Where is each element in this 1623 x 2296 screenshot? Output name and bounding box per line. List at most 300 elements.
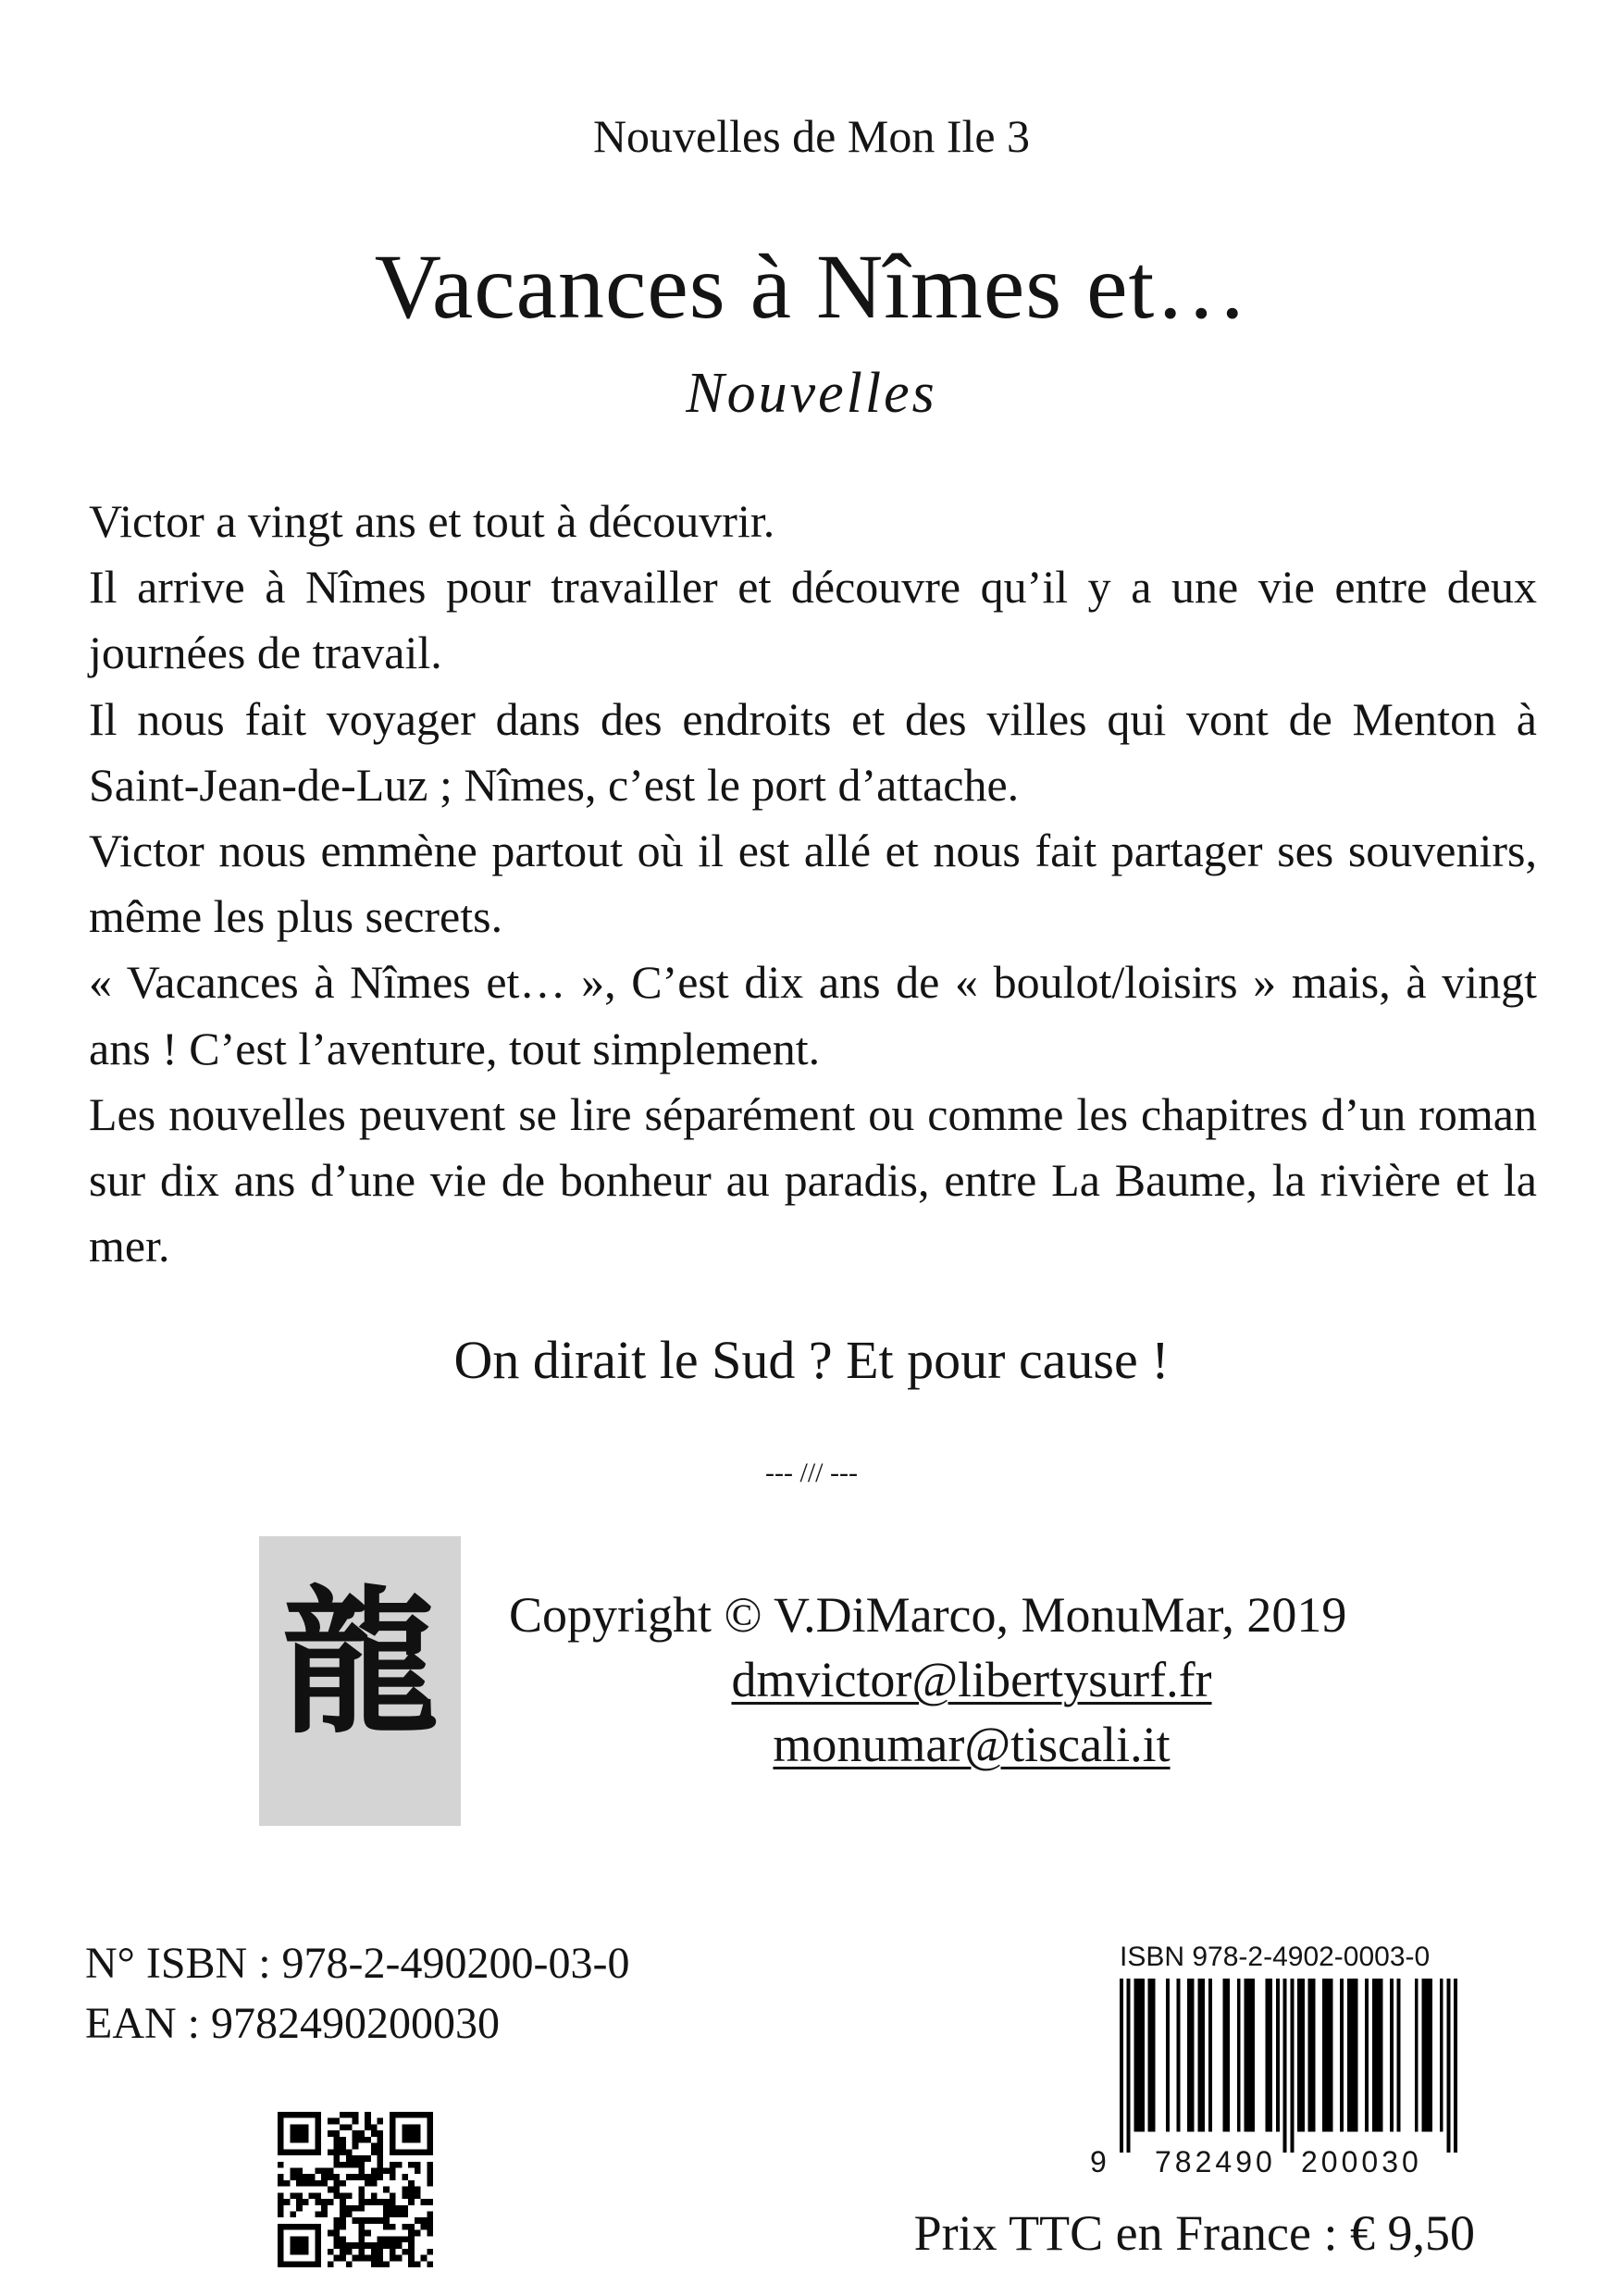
qr-module bbox=[353, 2130, 359, 2137]
qr-module bbox=[353, 2143, 359, 2150]
barcode-bar bbox=[1365, 1979, 1369, 2131]
barcode-bar bbox=[1247, 1979, 1251, 2131]
qr-module bbox=[278, 2137, 284, 2143]
qr-module bbox=[290, 2249, 296, 2255]
qr-module bbox=[315, 2230, 321, 2237]
qr-module bbox=[284, 2199, 291, 2205]
qr-module bbox=[353, 2174, 359, 2180]
qr-module bbox=[390, 2162, 396, 2168]
qr-module bbox=[378, 2261, 384, 2267]
qr-module bbox=[396, 2149, 403, 2155]
barcode-bar bbox=[1191, 1979, 1195, 2131]
barcode-bar bbox=[1137, 1979, 1141, 2131]
qr-module bbox=[340, 2236, 346, 2242]
barcode-bar bbox=[1237, 1979, 1241, 2131]
qr-module bbox=[284, 2149, 291, 2155]
qr-module bbox=[358, 2162, 365, 2168]
barcode-bar bbox=[1397, 1979, 1401, 2131]
blurb-paragraph: Victor nous emmène partout où il est allé et nous fait partager ses souvenirs, même les plus secrets. bbox=[89, 825, 1537, 943]
qr-module bbox=[427, 2224, 433, 2230]
qr-module bbox=[358, 2242, 365, 2249]
qr-module bbox=[315, 2192, 321, 2199]
qr-module bbox=[383, 2167, 390, 2174]
qr-module bbox=[371, 2180, 378, 2187]
qr-module bbox=[278, 2112, 284, 2118]
barcode-bar bbox=[1454, 1979, 1457, 2153]
qr-module bbox=[278, 2199, 284, 2205]
qr-module bbox=[396, 2242, 403, 2249]
barcode-bar bbox=[1201, 1979, 1205, 2131]
qr-module bbox=[333, 2149, 340, 2155]
qr-module bbox=[378, 2149, 384, 2155]
qr-module bbox=[340, 2180, 346, 2187]
qr-module bbox=[427, 2130, 433, 2137]
qr-module bbox=[421, 2149, 427, 2155]
qr-module bbox=[427, 2124, 433, 2130]
barcode-bar bbox=[1422, 1979, 1426, 2131]
qr-module bbox=[365, 2112, 371, 2118]
qr-module bbox=[278, 2255, 284, 2262]
qr-module bbox=[371, 2249, 378, 2255]
qr-module bbox=[390, 2255, 396, 2262]
qr-module bbox=[408, 2236, 415, 2242]
qr-module bbox=[303, 2112, 309, 2118]
qr-module bbox=[383, 2212, 390, 2218]
qr-module bbox=[340, 2205, 346, 2212]
book-subtitle: Nouvelles bbox=[686, 362, 937, 425]
qr-module bbox=[303, 2261, 309, 2267]
barcode-bar bbox=[1355, 1979, 1358, 2131]
qr-module bbox=[328, 2199, 334, 2205]
qr-module bbox=[427, 2180, 433, 2187]
blurb-paragraph: Les nouvelles peuvent se lire séparément ou comme les chapitres d’un roman sur dix ans d’une vie de bonheur au paradis, entre La Baume, la rivière et la mer. bbox=[89, 1087, 1537, 1272]
qr-module bbox=[390, 2236, 396, 2242]
barcode-bar bbox=[1283, 1979, 1287, 2153]
qr-module bbox=[371, 2149, 378, 2155]
qr-module bbox=[358, 2155, 365, 2162]
qr-module bbox=[358, 2174, 365, 2180]
qr-module bbox=[340, 2137, 346, 2143]
qr-module bbox=[365, 2174, 371, 2180]
qr-module bbox=[427, 2212, 433, 2218]
book-title: Vacances à Nîmes et… bbox=[374, 235, 1249, 338]
qr-module bbox=[309, 2180, 316, 2187]
qr-module bbox=[284, 2112, 291, 2118]
qr-module bbox=[415, 2162, 421, 2168]
qr-module bbox=[396, 2205, 403, 2212]
qr-module bbox=[383, 2242, 390, 2249]
qr-module bbox=[296, 2124, 303, 2130]
barcode-bar bbox=[1276, 1979, 1280, 2131]
barcode-bar bbox=[1390, 1979, 1394, 2131]
qr-module bbox=[353, 2137, 359, 2143]
isbn-number: N° ISBN : 978-2-490200-03-0 bbox=[85, 1939, 630, 1988]
qr-module bbox=[340, 2212, 346, 2218]
qr-module bbox=[365, 2217, 371, 2224]
qr-module bbox=[402, 2212, 408, 2218]
barcode-bar bbox=[1376, 1979, 1380, 2131]
qr-module bbox=[390, 2199, 396, 2205]
qr-module bbox=[371, 2192, 378, 2199]
qr-module bbox=[421, 2217, 427, 2224]
qr-module bbox=[390, 2130, 396, 2137]
qr-module bbox=[396, 2236, 403, 2242]
qr-module bbox=[383, 2261, 390, 2267]
qr-module bbox=[309, 2174, 316, 2180]
qr-module bbox=[371, 2124, 378, 2130]
qr-module bbox=[303, 2242, 309, 2249]
qr-module bbox=[309, 2261, 316, 2267]
qr-module bbox=[333, 2174, 340, 2180]
qr-module bbox=[278, 2230, 284, 2237]
qr-module bbox=[408, 2162, 415, 2168]
qr-module bbox=[333, 2180, 340, 2187]
qr-module bbox=[278, 2236, 284, 2242]
email-1-text[interactable]: dmvictor@libertysurf.fr bbox=[731, 1652, 1212, 1707]
qr-module bbox=[346, 2112, 353, 2118]
qr-module bbox=[340, 2249, 346, 2255]
qr-module bbox=[402, 2192, 408, 2199]
qr-module bbox=[383, 2187, 390, 2193]
qr-module bbox=[278, 2249, 284, 2255]
qr-module bbox=[278, 2143, 284, 2150]
barcode-bar bbox=[1322, 1979, 1326, 2131]
qr-module bbox=[278, 2149, 284, 2155]
qr-module bbox=[278, 2180, 284, 2187]
qr-module bbox=[290, 2242, 296, 2249]
barcode-bar bbox=[1152, 1979, 1156, 2131]
qr-module bbox=[346, 2249, 353, 2255]
qr-module bbox=[303, 2149, 309, 2155]
qr-module bbox=[390, 2112, 396, 2118]
qr-module bbox=[346, 2162, 353, 2168]
qr-module bbox=[378, 2199, 384, 2205]
qr-module bbox=[346, 2242, 353, 2249]
qr-module bbox=[353, 2255, 359, 2262]
qr-module bbox=[333, 2162, 340, 2168]
barcode-digits-left: 782490 bbox=[1155, 2145, 1276, 2178]
qr-module bbox=[309, 2149, 316, 2155]
qr-module bbox=[315, 2255, 321, 2262]
qr-module bbox=[408, 2187, 415, 2193]
email-2-text[interactable]: monumar@tiscali.it bbox=[773, 1717, 1171, 1772]
qr-module bbox=[402, 2174, 408, 2180]
qr-module bbox=[358, 2217, 365, 2224]
qr-module bbox=[358, 2205, 365, 2212]
barcode-bar bbox=[1120, 1979, 1123, 2153]
qr-module bbox=[378, 2236, 384, 2242]
qr-module bbox=[278, 2261, 284, 2267]
barcode-bar bbox=[1311, 1979, 1315, 2131]
qr-module bbox=[333, 2130, 340, 2137]
barcode-bar bbox=[1340, 1979, 1344, 2131]
qr-module bbox=[328, 2230, 334, 2237]
qr-module bbox=[309, 2112, 316, 2118]
qr-module bbox=[346, 2174, 353, 2180]
barcode-bar bbox=[1148, 1979, 1152, 2131]
qr-module bbox=[340, 2149, 346, 2155]
blurb-paragraph: « Vacances à Nîmes et… », C’est dix ans de « boulot/loisirs » mais, à vingt ans ! C’est l’aventure, tout simplement. bbox=[89, 956, 1537, 1074]
barcode-bar bbox=[1269, 1979, 1272, 2131]
qr-module bbox=[415, 2261, 421, 2267]
qr-module bbox=[358, 2224, 365, 2230]
qr-module bbox=[278, 2174, 284, 2180]
dragon-kanji-icon bbox=[259, 1536, 461, 1826]
qr-module bbox=[358, 2167, 365, 2174]
qr-module bbox=[346, 2261, 353, 2267]
qr-module bbox=[427, 2118, 433, 2125]
separator: --- /// --- bbox=[765, 1458, 858, 1488]
qr-module bbox=[278, 2130, 284, 2137]
qr-module bbox=[328, 2187, 334, 2193]
qr-module bbox=[321, 2199, 328, 2205]
qr-module bbox=[371, 2255, 378, 2262]
qr-module bbox=[396, 2212, 403, 2218]
qr-module bbox=[309, 2192, 316, 2199]
qr-module bbox=[328, 2261, 334, 2267]
qr-module bbox=[408, 2112, 415, 2118]
qr-module bbox=[371, 2130, 378, 2137]
qr-module bbox=[296, 2249, 303, 2255]
qr-module bbox=[421, 2199, 427, 2205]
qr-module bbox=[315, 2249, 321, 2255]
qr-module bbox=[296, 2112, 303, 2118]
qr-module bbox=[415, 2167, 421, 2174]
qr-module bbox=[378, 2255, 384, 2262]
qr-module bbox=[427, 2199, 433, 2205]
qr-module bbox=[303, 2249, 309, 2255]
qr-module bbox=[378, 2167, 384, 2174]
qr-module bbox=[328, 2174, 334, 2180]
qr-module bbox=[315, 2180, 321, 2187]
qr-module bbox=[408, 2224, 415, 2230]
qr-module bbox=[340, 2143, 346, 2150]
qr-module bbox=[402, 2187, 408, 2193]
email-link-2[interactable] bbox=[509, 1712, 1443, 1777]
qr-module bbox=[296, 2242, 303, 2249]
qr-module bbox=[415, 2124, 421, 2130]
qr-module bbox=[296, 2224, 303, 2230]
qr-module bbox=[415, 2192, 421, 2199]
qr-module bbox=[358, 2199, 365, 2205]
barcode-digit-first: 9 bbox=[1090, 2145, 1107, 2178]
qr-module bbox=[321, 2167, 328, 2174]
qr-module bbox=[427, 2137, 433, 2143]
qr-module bbox=[353, 2118, 359, 2125]
qr-module bbox=[390, 2212, 396, 2218]
qr-module bbox=[383, 2217, 390, 2224]
qr-module bbox=[328, 2167, 334, 2174]
qr-module bbox=[415, 2149, 421, 2155]
qr-module bbox=[303, 2130, 309, 2137]
qr-module bbox=[340, 2255, 346, 2262]
qr-module bbox=[390, 2249, 396, 2255]
qr-module bbox=[365, 2124, 371, 2130]
qr-module bbox=[427, 2143, 433, 2150]
qr-module bbox=[365, 2155, 371, 2162]
qr-module bbox=[333, 2217, 340, 2224]
barcode-bar bbox=[1198, 1979, 1202, 2131]
qr-module bbox=[303, 2180, 309, 2187]
qr-module bbox=[353, 2112, 359, 2118]
qr-module bbox=[390, 2224, 396, 2230]
qr-module bbox=[340, 2112, 346, 2118]
qr-module bbox=[315, 2112, 321, 2118]
qr-module bbox=[390, 2242, 396, 2249]
qr-module bbox=[315, 2143, 321, 2150]
qr-module bbox=[321, 2180, 328, 2187]
qr-module bbox=[303, 2124, 309, 2130]
qr-module bbox=[427, 2112, 433, 2118]
blurb-paragraph: Il nous fait voyager dans des endroits et des villes qui vont de Menton à Saint-Jean-de-Luz ; Nîmes, c’est le port d’attache. bbox=[89, 692, 1537, 811]
barcode-bar bbox=[1415, 1979, 1419, 2131]
qr-module bbox=[415, 2112, 421, 2118]
barcode-isbn-label: ISBN 978-2-4902-0003-0 bbox=[1120, 1942, 1431, 1972]
qr-module bbox=[415, 2230, 421, 2237]
qr-module bbox=[346, 2124, 353, 2130]
qr-module bbox=[296, 2130, 303, 2137]
qr-module bbox=[378, 2130, 384, 2137]
qr-module bbox=[333, 2187, 340, 2193]
qr-module bbox=[415, 2187, 421, 2193]
qr-module bbox=[402, 2112, 408, 2118]
qr-module bbox=[390, 2143, 396, 2150]
blurb-paragraph: Il arrive à Nîmes pour travailler et découvre qu’il y a une vie entre deux journées de travail. bbox=[89, 561, 1537, 679]
qr-module bbox=[371, 2261, 378, 2267]
qr-module bbox=[353, 2155, 359, 2162]
qr-module bbox=[427, 2261, 433, 2267]
qr-module bbox=[415, 2130, 421, 2137]
qr-module bbox=[321, 2212, 328, 2218]
blurb-paragraph: Victor a vingt ans et tout à découvrir. bbox=[89, 495, 775, 547]
qr-module bbox=[284, 2261, 291, 2267]
qr-module bbox=[421, 2224, 427, 2230]
barcode-bar bbox=[1425, 1979, 1429, 2131]
qr-module bbox=[328, 2118, 334, 2125]
barcode-bar bbox=[1251, 1979, 1255, 2131]
barcode-bar bbox=[1429, 1979, 1432, 2131]
qr-module bbox=[315, 2124, 321, 2130]
qr-module bbox=[390, 2118, 396, 2125]
qr-module bbox=[358, 2255, 365, 2262]
barcode-bar bbox=[1379, 1979, 1382, 2131]
qr-module bbox=[402, 2149, 408, 2155]
qr-module bbox=[340, 2192, 346, 2199]
qr-module bbox=[321, 2174, 328, 2180]
qr-module bbox=[333, 2224, 340, 2230]
qr-module bbox=[378, 2162, 384, 2168]
barcode-bar bbox=[1127, 1979, 1131, 2153]
qr-module bbox=[358, 2236, 365, 2242]
qr-module bbox=[296, 2149, 303, 2155]
qr-module bbox=[371, 2174, 378, 2180]
barcode-bar bbox=[1347, 1979, 1351, 2131]
qr-module bbox=[378, 2155, 384, 2162]
qr-module bbox=[315, 2130, 321, 2137]
qr-module bbox=[358, 2130, 365, 2137]
qr-module bbox=[390, 2167, 396, 2174]
price-label: Prix TTC en France : € 9,50 bbox=[913, 2205, 1475, 2261]
qr-module bbox=[396, 2112, 403, 2118]
qr-module bbox=[278, 2205, 284, 2212]
qr-module bbox=[296, 2167, 303, 2174]
qr-module bbox=[333, 2230, 340, 2237]
barcode-bar bbox=[1141, 1979, 1145, 2131]
barcode-bar bbox=[1446, 1979, 1450, 2153]
barcode-bar bbox=[1222, 1979, 1226, 2131]
qr-module bbox=[296, 2180, 303, 2187]
qr-module bbox=[340, 2224, 346, 2230]
email-link-1[interactable] bbox=[509, 1647, 1443, 1712]
qr-module bbox=[378, 2143, 384, 2150]
qr-module bbox=[296, 2236, 303, 2242]
qr-module bbox=[290, 2261, 296, 2267]
qr-module bbox=[383, 2205, 390, 2212]
qr-module bbox=[402, 2137, 408, 2143]
qr-module bbox=[278, 2162, 284, 2168]
qr-module bbox=[390, 2124, 396, 2130]
qr-module bbox=[340, 2242, 346, 2249]
qr-module bbox=[371, 2217, 378, 2224]
barcode-bar bbox=[1266, 1979, 1270, 2131]
qr-module bbox=[290, 2167, 296, 2174]
qr-module bbox=[415, 2137, 421, 2143]
barcode-bar bbox=[1134, 1979, 1137, 2131]
qr-module bbox=[346, 2205, 353, 2212]
qr-code-icon bbox=[278, 2112, 433, 2267]
qr-module bbox=[315, 2242, 321, 2249]
qr-module bbox=[353, 2162, 359, 2168]
qr-module bbox=[408, 2261, 415, 2267]
qr-module bbox=[408, 2149, 415, 2155]
qr-module bbox=[303, 2137, 309, 2143]
qr-module bbox=[278, 2224, 284, 2230]
qr-module bbox=[309, 2224, 316, 2230]
qr-module bbox=[427, 2174, 433, 2180]
barcode-bar bbox=[1244, 1979, 1247, 2131]
qr-module bbox=[390, 2137, 396, 2143]
barcode-bar bbox=[1166, 1979, 1170, 2131]
qr-module bbox=[408, 2199, 415, 2205]
qr-module bbox=[340, 2162, 346, 2168]
qr-module bbox=[340, 2124, 346, 2130]
barcode-bar bbox=[1290, 1979, 1294, 2153]
qr-module bbox=[296, 2174, 303, 2180]
barcode-bar bbox=[1301, 1979, 1305, 2131]
qr-module bbox=[378, 2118, 384, 2125]
barcode-bar bbox=[1297, 1979, 1301, 2131]
blurb bbox=[89, 489, 1537, 1279]
qr-module bbox=[278, 2124, 284, 2130]
qr-module bbox=[315, 2167, 321, 2174]
qr-module bbox=[415, 2217, 421, 2224]
series-title: Nouvelles de Mon Ile 3 bbox=[592, 110, 1031, 162]
qr-module bbox=[402, 2124, 408, 2130]
barcode bbox=[1079, 1943, 1471, 2184]
qr-module bbox=[365, 2137, 371, 2143]
qr-module bbox=[402, 2130, 408, 2137]
qr-module bbox=[402, 2224, 408, 2230]
qr-module bbox=[328, 2149, 334, 2155]
qr-module bbox=[358, 2187, 365, 2193]
qr-module bbox=[303, 2199, 309, 2205]
qr-module bbox=[427, 2149, 433, 2155]
qr-module bbox=[290, 2212, 296, 2218]
qr-module bbox=[421, 2112, 427, 2118]
qr-module bbox=[402, 2236, 408, 2242]
qr-module bbox=[290, 2224, 296, 2230]
qr-module bbox=[358, 2192, 365, 2199]
